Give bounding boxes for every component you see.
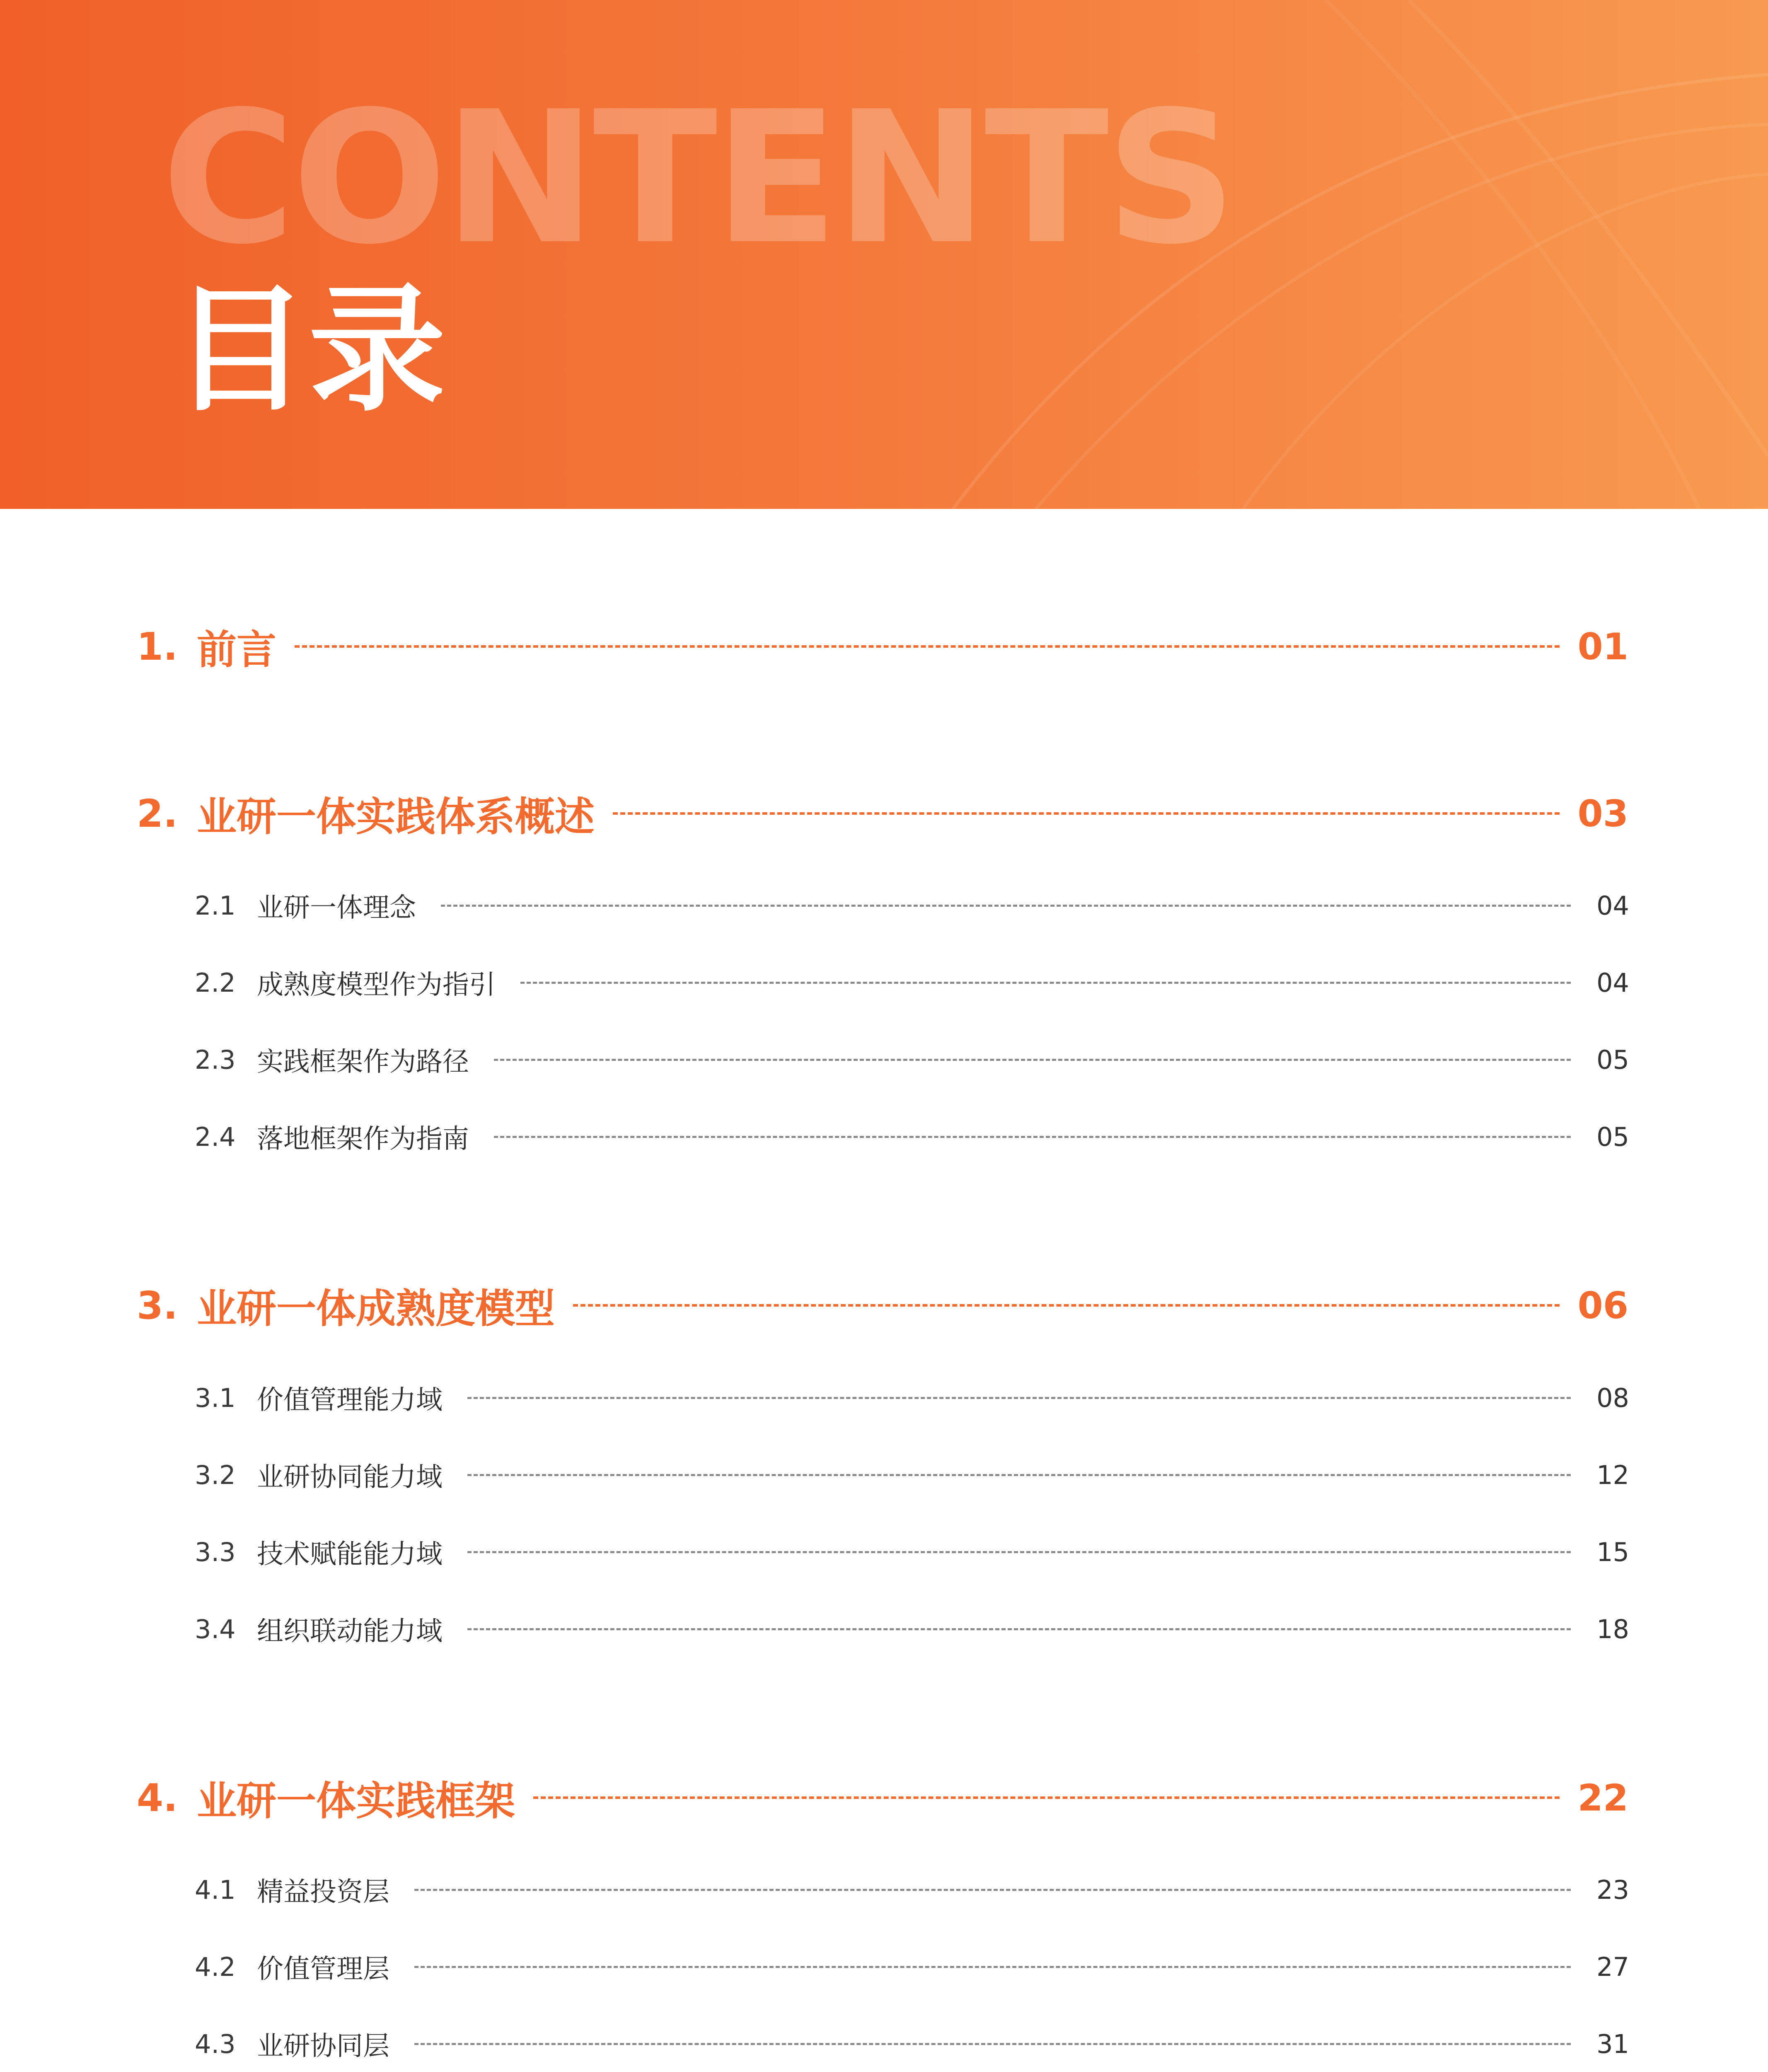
dotted-leader xyxy=(467,1628,1571,1630)
toc-item-3-3[interactable] xyxy=(195,1531,1629,1573)
section-number: 3. xyxy=(137,1283,178,1328)
dotted-leader xyxy=(494,1059,1571,1061)
item-number: 2.1 xyxy=(195,890,236,921)
toc-item-3-1[interactable] xyxy=(195,1377,1629,1418)
section-title: 业研一体成熟度模型 xyxy=(197,1285,555,1332)
section-title: 业研一体实践体系概述 xyxy=(197,793,595,840)
item-title: 落地框架作为指南 xyxy=(257,1124,469,1155)
dotted-leader xyxy=(414,1966,1571,1968)
section-number: 2. xyxy=(137,791,178,836)
item-number: 2.3 xyxy=(195,1044,236,1075)
dotted-leader xyxy=(467,1397,1571,1399)
item-page: 05 xyxy=(1596,1121,1629,1152)
item-number: 2.4 xyxy=(195,1121,236,1152)
dotted-leader xyxy=(520,982,1571,984)
item-page: 18 xyxy=(1596,1614,1629,1644)
item-title: 业研协同层 xyxy=(257,2031,389,2062)
toc-item-2-2[interactable] xyxy=(195,962,1629,1003)
item-title: 价值管理能力域 xyxy=(257,1385,443,1416)
toc-item-4-1[interactable] xyxy=(195,1869,1629,1910)
item-number: 3.2 xyxy=(195,1460,236,1490)
item-title: 价值管理层 xyxy=(257,1954,389,1985)
item-page: 23 xyxy=(1596,1874,1629,1905)
dotted-leader xyxy=(295,645,1560,648)
item-number: 4.1 xyxy=(195,1874,236,1905)
section-number: 4. xyxy=(137,1775,178,1820)
item-title: 组织联动能力域 xyxy=(257,1616,443,1647)
contents-watermark: CONTENTS xyxy=(162,72,1234,284)
page-title: 目录 xyxy=(172,271,445,430)
dotted-leader xyxy=(494,1136,1571,1138)
item-number: 3.1 xyxy=(195,1382,236,1413)
item-number: 3.4 xyxy=(195,1614,236,1644)
toc-item-3-2[interactable] xyxy=(195,1454,1629,1496)
section-page: 06 xyxy=(1577,1284,1628,1327)
item-page: 27 xyxy=(1596,1951,1629,1982)
dotted-leader xyxy=(441,905,1571,907)
item-page: 04 xyxy=(1596,890,1629,921)
section-page: 22 xyxy=(1577,1776,1628,1819)
item-page: 31 xyxy=(1596,2028,1629,2059)
item-title: 业研协同能力域 xyxy=(257,1462,443,1493)
toc-section-2[interactable] xyxy=(137,789,1628,838)
item-title: 业研一体理念 xyxy=(257,893,416,923)
item-page: 15 xyxy=(1596,1537,1629,1567)
toc-section-1[interactable] xyxy=(137,622,1628,671)
item-title: 成熟度模型作为指引 xyxy=(257,970,496,1000)
dotted-leader xyxy=(414,2043,1571,2045)
dotted-leader xyxy=(414,1889,1571,1891)
toc-item-2-1[interactable] xyxy=(195,885,1629,926)
item-page: 08 xyxy=(1596,1382,1629,1413)
toc-item-2-3[interactable] xyxy=(195,1039,1629,1080)
item-title: 技术赋能能力域 xyxy=(257,1539,443,1570)
item-page: 04 xyxy=(1596,967,1629,998)
item-title: 实践框架作为路径 xyxy=(257,1047,469,1077)
toc-item-4-2[interactable] xyxy=(195,1946,1629,1987)
toc-section-4[interactable] xyxy=(137,1773,1628,1823)
dotted-leader xyxy=(467,1551,1571,1553)
dotted-leader xyxy=(613,812,1560,815)
section-page: 03 xyxy=(1577,792,1628,835)
section-page: 01 xyxy=(1577,625,1628,668)
item-page: 05 xyxy=(1596,1044,1629,1075)
section-number: 1. xyxy=(137,624,178,669)
item-number: 4.3 xyxy=(195,2028,236,2059)
section-title: 前言 xyxy=(197,626,276,673)
item-number: 4.2 xyxy=(195,1951,236,1982)
toc-item-2-4[interactable] xyxy=(195,1116,1629,1157)
dotted-leader xyxy=(573,1304,1560,1307)
dotted-leader xyxy=(467,1474,1571,1476)
item-page: 12 xyxy=(1596,1460,1629,1490)
section-title: 业研一体实践框架 xyxy=(197,1777,515,1824)
toc-section-3[interactable] xyxy=(137,1280,1628,1330)
item-title: 精益投资层 xyxy=(257,1877,389,1907)
item-number: 2.2 xyxy=(195,967,236,998)
item-number: 3.3 xyxy=(195,1537,236,1567)
dotted-leader xyxy=(533,1796,1560,1799)
toc-item-3-4[interactable] xyxy=(195,1608,1629,1650)
toc-item-4-3[interactable] xyxy=(195,2023,1629,2065)
